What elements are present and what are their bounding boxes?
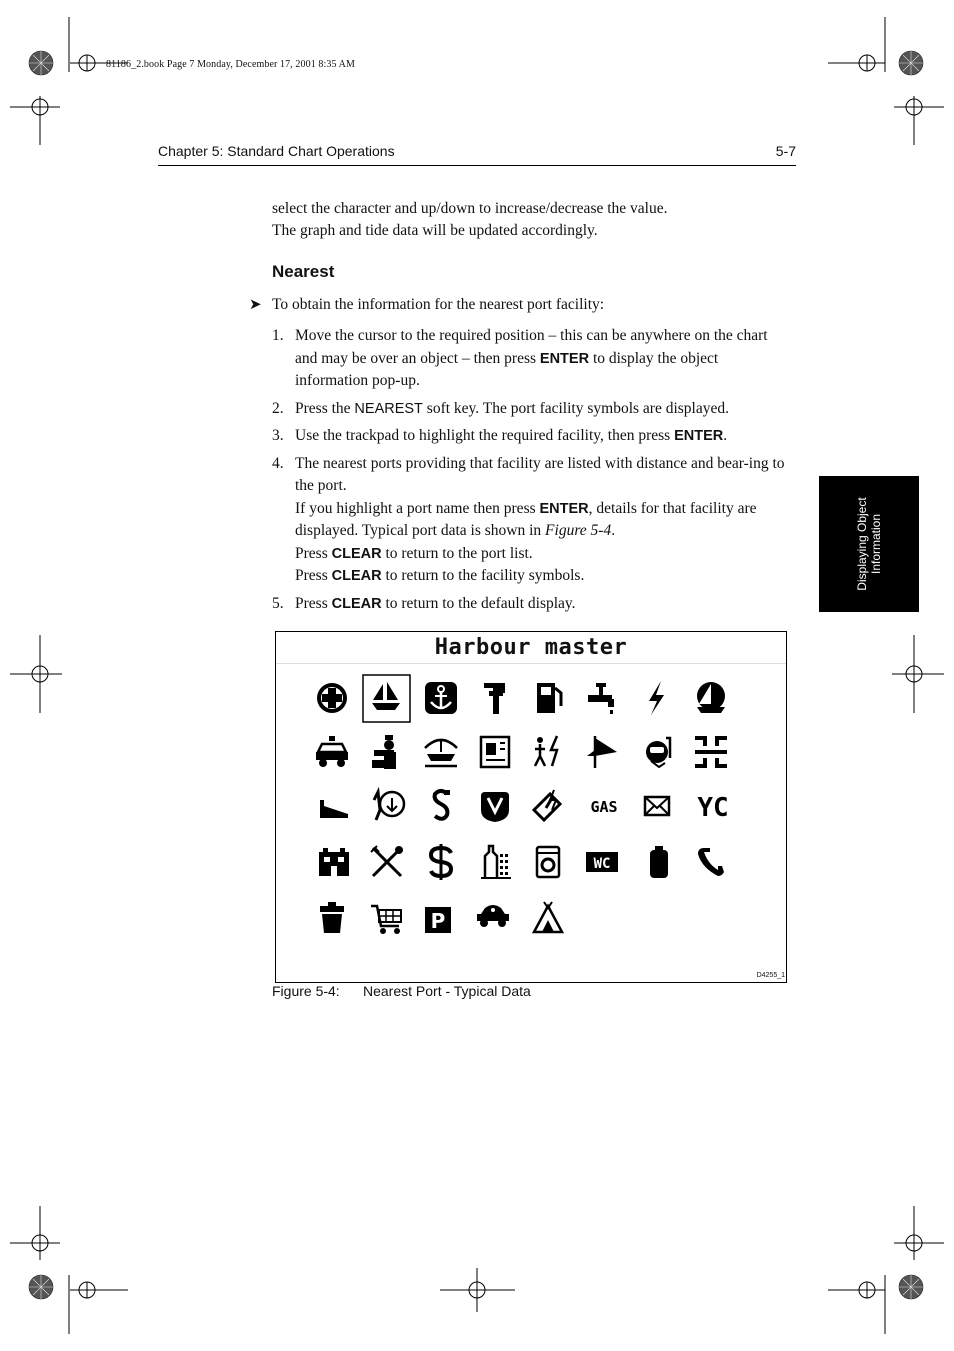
- gas-icon[interactable]: GAS: [590, 798, 618, 816]
- waste-bin-icon[interactable]: [320, 902, 344, 933]
- running-header: [158, 141, 796, 166]
- key-name: CLEAR: [331, 595, 382, 612]
- intro-line-1: select the character and up/down to increase/decrease the value.: [272, 200, 668, 217]
- figure-reference: Figure 5-4: [545, 522, 612, 539]
- supermarket-icon[interactable]: [371, 906, 401, 934]
- steps-list: [272, 325, 792, 620]
- section-heading: Nearest: [272, 262, 335, 281]
- step-subtext: [295, 565, 792, 588]
- step-number: 5.: [272, 594, 284, 612]
- bottle-bank-icon[interactable]: [481, 846, 511, 878]
- section-side-tab: [819, 476, 919, 612]
- step-text: Use the trackpad to highlight the required facility, then press: [295, 427, 675, 444]
- intro-text: [272, 198, 792, 242]
- side-tab-line-2: Information: [869, 513, 883, 575]
- side-tab-line-1: Displaying Object: [855, 497, 869, 591]
- step-text: to return to the facility symbols.: [381, 567, 585, 584]
- figure-code: D4255_1: [756, 972, 785, 979]
- chapter-title: Chapter 5: Standard Chart Operations: [158, 143, 395, 159]
- shower-icon[interactable]: [650, 846, 668, 878]
- list-item: [272, 593, 792, 616]
- list-item: [272, 425, 792, 448]
- anchor-icon[interactable]: [425, 682, 457, 714]
- page-number: 5-7: [775, 143, 796, 159]
- figure-caption: [272, 983, 531, 999]
- restaurant-icon[interactable]: [371, 846, 403, 876]
- laundrette-icon[interactable]: [537, 847, 559, 877]
- step-text: Move the cursor to the required position – this can be anywhere on the chart and may be over an object – then press: [295, 327, 768, 367]
- water-tap-icon[interactable]: [588, 683, 614, 714]
- car-hire-icon[interactable]: [477, 905, 509, 927]
- arrow-bullet-icon: ➤: [249, 295, 262, 313]
- boat-hook-icon[interactable]: [435, 790, 450, 819]
- instruction-text: To obtain the information for the nearest port facility:: [272, 296, 605, 313]
- step-text: .: [723, 427, 728, 444]
- boat-hoist-icon[interactable]: [425, 740, 457, 766]
- intro-line-2: The graph and tide data will be updated accordingly.: [272, 222, 598, 239]
- post-office-icon[interactable]: [645, 797, 669, 815]
- parking-label: P: [430, 909, 446, 933]
- caption-label: Figure 5-4:: [272, 983, 340, 999]
- list-item: [272, 398, 792, 421]
- step-text: .: [611, 522, 616, 539]
- fuel-pump-icon[interactable]: [537, 683, 561, 713]
- book-file-info: 81186_2.book Page 7 Monday, December 17, 2001 8:35 AM: [106, 59, 355, 70]
- step-subtext: [295, 498, 792, 543]
- walkers-icon[interactable]: [535, 736, 557, 766]
- list-item: [272, 325, 792, 393]
- screen-title: Harbour master: [434, 635, 628, 660]
- step-text: soft key. The port facility symbols are displayed.: [422, 399, 729, 417]
- step-text: The nearest ports providing that facility are listed with distance and bear-ing to the port.: [295, 454, 785, 494]
- wc-label: WC: [593, 856, 611, 872]
- yacht-club-pennant-icon[interactable]: [587, 736, 617, 768]
- key-name: CLEAR: [331, 568, 382, 584]
- yacht-club-icon[interactable]: YC: [697, 793, 729, 823]
- electricity-icon[interactable]: [649, 681, 664, 715]
- key-name: ENTER: [539, 500, 589, 517]
- hotel-icon[interactable]: [319, 848, 349, 876]
- softkey-name: NEAREST: [354, 400, 423, 417]
- step-subtext: [295, 543, 792, 566]
- telephone-icon[interactable]: [698, 848, 724, 876]
- police-car-icon[interactable]: [316, 736, 348, 767]
- first-aid-icon[interactable]: [317, 683, 347, 713]
- crane-icon[interactable]: [484, 683, 505, 714]
- wc-icon[interactable]: [586, 852, 618, 872]
- caption-text: Nearest Port - Typical Data: [363, 983, 531, 999]
- step-number: 3.: [272, 427, 284, 444]
- camping-icon[interactable]: [534, 902, 562, 932]
- key-name: ENTER: [674, 428, 724, 444]
- figure-nearest-port: [275, 631, 787, 983]
- step-text: If you highlight a port name then press: [295, 499, 540, 517]
- instruction: [249, 293, 604, 316]
- key-name: CLEAR: [331, 545, 382, 562]
- refuse-disposal-icon[interactable]: [534, 790, 560, 820]
- slipway-icon[interactable]: [320, 800, 348, 818]
- visitor-berth-icon[interactable]: [481, 792, 509, 822]
- bank-icon[interactable]: [431, 844, 451, 880]
- parking-icon[interactable]: [425, 907, 451, 933]
- harbour-master-icon[interactable]: [372, 682, 400, 710]
- customs-icon[interactable]: [695, 736, 727, 768]
- diver-icon[interactable]: [646, 738, 670, 767]
- step-number: 1.: [272, 327, 284, 344]
- step-number: 2.: [272, 399, 284, 417]
- step-text: Press: [295, 567, 332, 584]
- list-item: [272, 453, 792, 588]
- facility-symbol-grid: [276, 632, 786, 982]
- engine-repair-icon[interactable]: [374, 792, 404, 820]
- customs-officer-icon[interactable]: [372, 735, 396, 769]
- step-text: , details for that facility are displayed. Typical port data is shown in: [295, 499, 757, 539]
- sailmaker-icon[interactable]: [697, 682, 725, 713]
- step-text: to return to the default display.: [381, 594, 576, 612]
- step-text: Press: [295, 594, 332, 612]
- step-text: to display the object information pop-up.: [295, 349, 719, 389]
- key-name: ENTER: [539, 350, 590, 367]
- step-text: Press the: [295, 399, 355, 417]
- chandlery-icon[interactable]: [481, 737, 509, 767]
- step-text: Press: [295, 544, 332, 562]
- selection-highlight: [363, 675, 410, 722]
- step-number: 4.: [272, 454, 284, 472]
- step-text: to return to the port list.: [381, 544, 533, 562]
